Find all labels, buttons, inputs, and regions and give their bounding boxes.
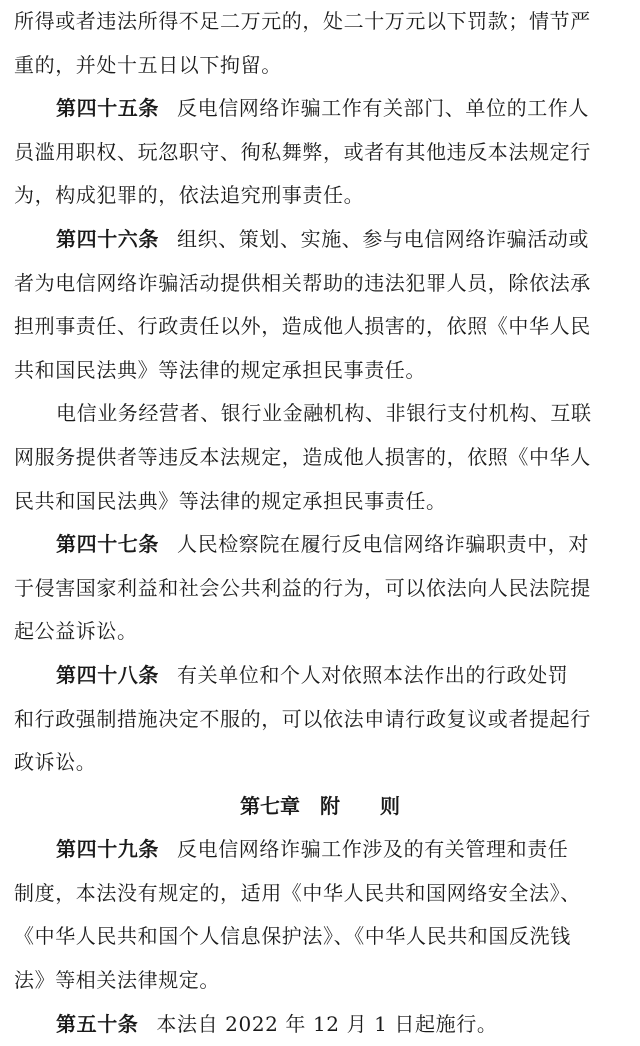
text-line [14, 349, 626, 393]
text-line [14, 0, 626, 44]
line-text: 员滥用职权、玩忽职守、徇私舞弊，或者有其他违反本法规定行 [14, 139, 591, 164]
text-line [14, 44, 626, 88]
line-text: 电信业务经营者、银行业金融机构、非银行支付机构、互联 [56, 401, 592, 426]
line-text: 组织、策划、实施、参与电信网络诈骗活动或 [177, 226, 589, 251]
line-text: 反电信网络诈骗工作涉及的有关管理和责任 [177, 837, 569, 862]
text-line [14, 872, 626, 916]
article-number: 第四十六条 [56, 226, 159, 251]
line-text: 起公益诉讼。 [14, 619, 138, 644]
chapter-heading: 第七章 附 则 [240, 793, 400, 818]
line-text: 人民检察院在履行反电信网络诈骗职责中，对 [177, 532, 589, 557]
line-text: 网服务提供者等违反本法规定，造成他人损害的，依照《中华人 [14, 444, 591, 469]
line-text: 者为电信网络诈骗活动提供相关帮助的违法犯罪人员，除依法承 [14, 270, 591, 295]
text-line [14, 567, 626, 611]
article-number: 第四十九条 [56, 837, 159, 862]
document-page [14, 0, 626, 1046]
article-number: 第四十七条 [56, 532, 159, 557]
article-number: 第四十五条 [56, 96, 159, 121]
line-text: 本法自 2022 年 12 月 1 日起施行。 [156, 1011, 498, 1036]
text-line [14, 174, 626, 218]
text-line [14, 218, 626, 262]
text-line [14, 698, 626, 742]
line-text: 法》等相关法律规定。 [14, 968, 220, 993]
line-text: 制度，本法没有规定的，适用《中华人民共和国网络安全法》、 [14, 880, 581, 905]
text-line [14, 436, 626, 480]
text-line [14, 828, 626, 872]
line-text: 重的，并处十五日以下拘留。 [14, 52, 282, 77]
text-line [14, 959, 626, 1003]
text-line [14, 262, 626, 306]
text-line [14, 87, 626, 131]
text-line [14, 305, 626, 349]
text-line [14, 915, 626, 959]
text-line [14, 654, 626, 698]
article-number: 第四十八条 [56, 662, 159, 687]
line-text: 和行政强制措施决定不服的，可以依法申请行政复议或者提起行 [14, 706, 591, 731]
text-line [14, 131, 626, 175]
line-text: 共和国民法典》等法律的规定承担民事责任。 [14, 357, 426, 382]
text-line [14, 1003, 626, 1046]
text-line [14, 480, 626, 524]
line-text: 政诉讼。 [14, 750, 97, 775]
text-line [14, 392, 626, 436]
line-text: 所得或者违法所得不足二万元的，处二十万元以下罚款；情节严 [14, 9, 591, 33]
line-text: 反电信网络诈骗工作有关部门、单位的工作人 [177, 96, 589, 121]
line-text: 《中华人民共和国个人信息保护法》、《中华人民共和国反洗钱 [14, 924, 571, 949]
line-text: 担刑事责任、行政责任以外，造成他人损害的，依照《中华人民 [14, 314, 591, 339]
text-line [14, 523, 626, 567]
line-text: 民共和国民法典》等法律的规定承担民事责任。 [14, 488, 447, 513]
text-line [14, 610, 626, 654]
article-number: 第五十条 [56, 1011, 139, 1036]
text-line [14, 741, 626, 785]
line-text: 有关单位和个人对依照本法作出的行政处罚 [177, 662, 569, 687]
line-text: 为，构成犯罪的，依法追究刑事责任。 [14, 183, 365, 208]
line-text: 于侵害国家利益和社会公共利益的行为，可以依法向人民法院提 [14, 575, 591, 600]
